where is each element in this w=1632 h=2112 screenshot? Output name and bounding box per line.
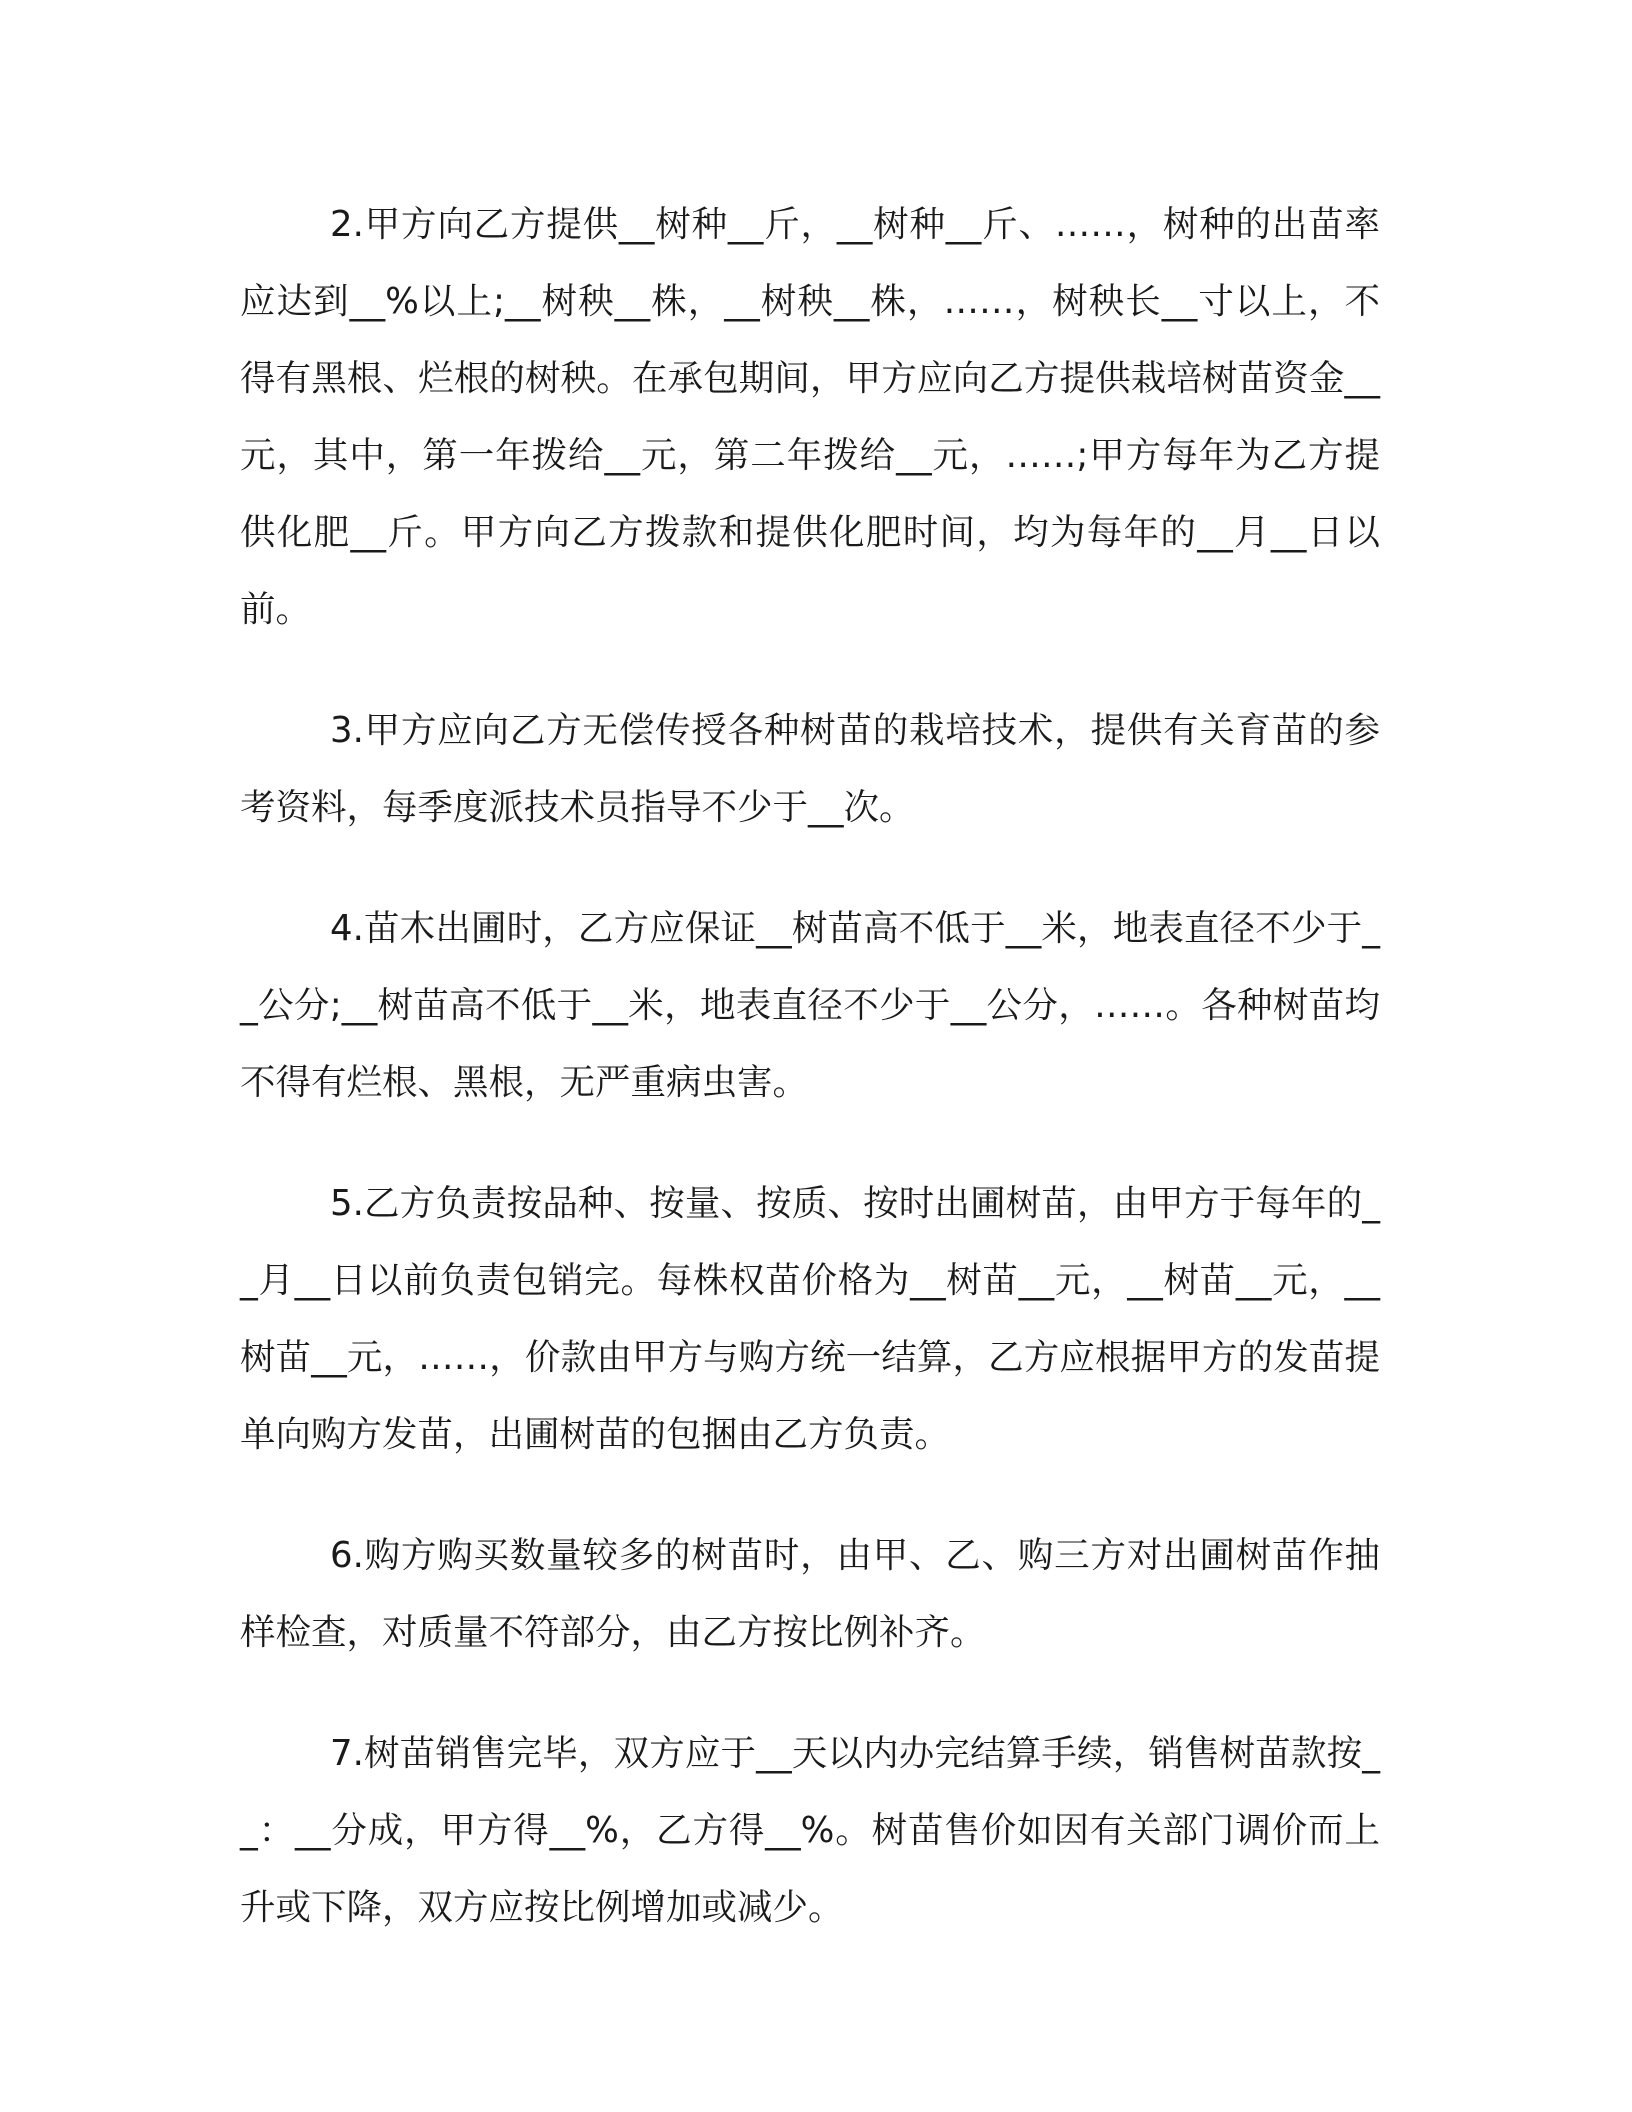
- clause-2-paragraph: 2.甲方向乙方提供__树种__斤，__树种__斤、……，树种的出苗率应达到__%以上;__树秧__株，__树秧__株，……，树秧长__寸以上，不得有黑根、烂根的树秧。在承包期间，甲方应向乙方提供栽培树苗资金__元，其中，第一年拨给__元，第二年拨给__元，……;甲方每年为乙方提供化肥__斤。甲方向乙方拨款和提供化肥时间，均为每年的__月__日以前。: [240, 204, 1380, 630]
- clause-7-paragraph: 7.树苗销售完毕，双方应于__天以内办完结算手续，销售树苗款按__：__分成，甲方得__%，乙方得__%。树苗售价如因有关部门调价而上升或下降，双方应按比例增加或减少。: [240, 1733, 1380, 1928]
- clause-6-paragraph: 6.购方购买数量较多的树苗时，由甲、乙、购三方对出圃树苗作抽样检查，对质量不符部分，由乙方按比例补齐。: [240, 1535, 1380, 1653]
- clause-5-paragraph: 5.乙方负责按品种、按量、按质、按时出圃树苗，由甲方于每年的__月__日以前负责包销完。每株权苗价格为__树苗__元，__树苗__元，__树苗__元，……，价款由甲方与购方统一结算，乙方应根据甲方的发苗提单向购方发苗，出圃树苗的包捆由乙方负责。: [240, 1183, 1380, 1455]
- document-body: [240, 186, 1380, 1990]
- clause-4-paragraph: 4.苗木出圃时，乙方应保证__树苗高不低于__米，地表直径不少于__公分;__树苗高不低于__米，地表直径不少于__公分，……。各种树苗均不得有烂根、黑根，无严重病虫害。: [240, 908, 1380, 1103]
- clause-3-paragraph: 3.甲方应向乙方无偿传授各种树苗的栽培技术，提供有关育苗的参考资料，每季度派技术员指导不少于__次。: [240, 710, 1380, 828]
